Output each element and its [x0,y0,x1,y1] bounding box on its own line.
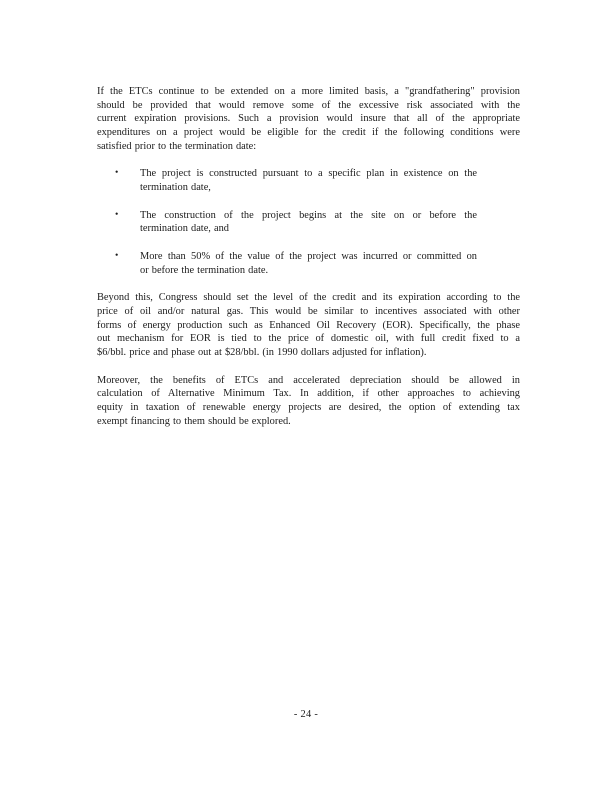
paragraph-credit-level [97,291,520,359]
text-line: price of oil and/or natural gas. This would be similar to incentives associated with other [97,306,520,318]
text-line: Beyond this, Congress should set the level of the credit and its expiration according to the [97,292,520,304]
document-body [97,85,520,442]
bullet-item-fifty-percent-value [115,250,477,277]
text-line: termination date, and [140,223,230,235]
text-line: The project is constructed pursuant to a specific plan in existence on the [140,168,477,180]
text-line: exempt financing to them should be explored. [97,415,291,427]
text-line: expenditures on a project would be eligible for the credit if the following conditions were [97,127,520,139]
text-line: equity in taxation of renewable energy projects are desired, the option of extending tax [97,402,520,414]
text-line: satisfied prior to the termination date: [97,140,257,152]
paragraph-intro [97,85,520,153]
text-line: The construction of the project begins at the site on or before the [140,209,477,221]
text-line: termination date, [140,182,211,194]
text-line: out mechanism for EOR is tied to the price of domestic oil, with full credit fixed to a [97,333,520,345]
bullet-marker: • [115,209,119,220]
page-number: - 24 - [293,709,319,720]
bullet-item-construction-begins [115,209,477,236]
text-line: More than 50% of the value of the project was incurred or committed on [140,251,477,263]
text-line: forms of energy production such as Enhanced Oil Recovery (EOR). Specifically, the phase [97,319,520,331]
text-line: or before the termination date. [140,264,269,276]
text-line: current expiration provisions. Such a provision would insure that all of the appropriate [97,113,520,125]
text-line: calculation of Alternative Minimum Tax. In addition, if other approaches to achieving [97,388,520,400]
bullet-marker: • [115,168,119,179]
text-line: If the ETCs continue to be extended on a more limited basis, a "grandfathering" provision [97,86,520,97]
bullet-marker: • [115,251,119,262]
paragraph-amt-benefits [97,374,520,429]
text-line: $6/bbl. price and phase out at $28/bbl. (in 1990 dollars adjusted for inflation). [97,347,427,359]
text-line: should be provided that would remove some of the excessive risk associated with the [97,99,520,111]
bullet-item-plan-in-existence [115,167,477,194]
text-line: Moreover, the benefits of ETCs and accelerated depreciation should be allowed in [97,374,520,386]
